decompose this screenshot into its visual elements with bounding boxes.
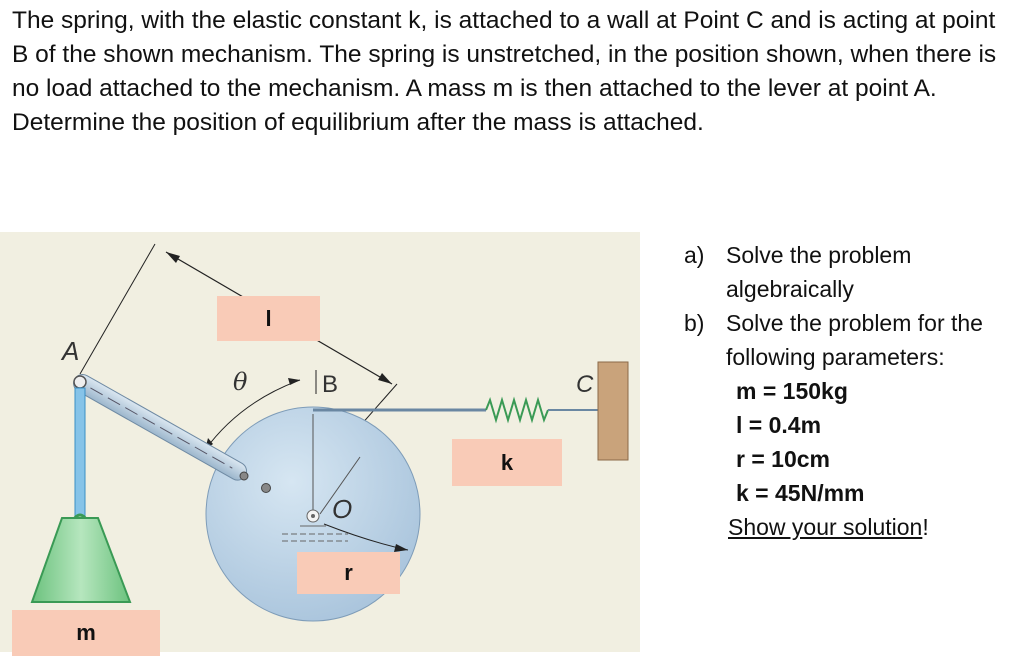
- point-a-label: A: [62, 336, 80, 366]
- show-solution-line: [684, 510, 1004, 544]
- lever-joint-middle: [240, 472, 248, 480]
- label-m: m: [12, 610, 160, 656]
- question-b-letter: b): [684, 310, 705, 336]
- label-l: l: [217, 296, 320, 341]
- mechanism-figure: [0, 232, 640, 652]
- question-list: [684, 238, 1004, 544]
- point-o-label: O: [332, 494, 353, 524]
- show-solution-link[interactable]: Show your solution: [728, 514, 923, 540]
- point-c-label: C: [576, 371, 594, 398]
- show-solution-exclamation: !: [922, 514, 929, 540]
- question-a-text: Solve the problem algebraically: [726, 242, 912, 302]
- wall: [598, 362, 628, 460]
- parameter-radius: r = 10cm: [736, 446, 830, 472]
- question-b: [684, 306, 1004, 374]
- angle-theta-label: θ: [233, 368, 248, 396]
- parameter-mass: m = 150kg: [736, 378, 848, 404]
- hanging-rod: [75, 388, 85, 516]
- lever-joint-end: [262, 484, 271, 493]
- parameter-stiffness: k = 45N/mm: [736, 480, 865, 506]
- question-a-letter: a): [684, 242, 705, 268]
- point-b-label: B: [322, 371, 339, 398]
- lever-joint-a: [74, 376, 86, 388]
- question-b-text: Solve the problem for the following parameters:: [726, 310, 983, 370]
- label-k: k: [452, 439, 562, 486]
- label-r: r: [297, 552, 400, 594]
- question-a: [684, 238, 1004, 306]
- parameter-length: l = 0.4m: [736, 412, 822, 438]
- problem-statement: The spring, with the elastic constant k, is attached to a wall at Point C and is acting at point B of the shown mechanism. The spring is unstretched, in the position shown, when there is no load attached to the mechanism. A mass m is then attached to the lever at point A. Determine the position of equilibrium after the mass is attached.: [12, 7, 997, 136]
